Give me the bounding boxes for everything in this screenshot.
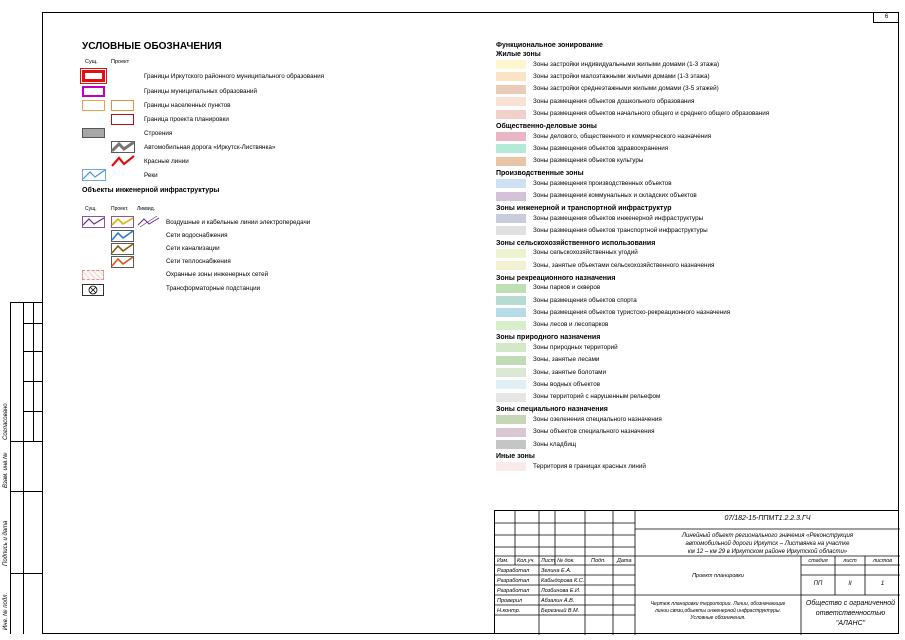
zone-swatch: [496, 249, 526, 258]
project-name-3: км 12 – км 29 в Иркутском районе Иркутской области»: [687, 549, 848, 555]
zone-group-title: Зоны рекреационного назначения: [496, 274, 616, 282]
zone-label: Зоны делового, общественного и коммерческого назначения: [533, 132, 712, 140]
heat-supply-symbol: [111, 256, 135, 268]
title-block: [494, 510, 899, 634]
stage-value: ПП: [813, 581, 823, 587]
zone-swatch: [496, 440, 526, 449]
zone-swatch: [496, 261, 526, 270]
zone-group-title: Общественно-деловые зоны: [496, 123, 597, 130]
planning-boundary-symbol: [111, 114, 134, 125]
zone-label: Зоны размещения объектов здравоохранения: [533, 144, 669, 152]
zone-label: Зоны объектов специального назначения: [533, 428, 655, 436]
zone-label: Зоны размещения объектов начального общего и среднего общего образования: [533, 110, 770, 118]
settlement-boundary-project-symbol: [111, 100, 134, 111]
zone-swatch: [496, 144, 526, 153]
engineering-item: Сети водоснабжения: [166, 232, 228, 239]
role: Разработал: [497, 578, 530, 584]
zone-swatch: [496, 72, 526, 81]
col-exist-label: Сущ.: [85, 59, 98, 65]
stage-header: стадия: [808, 558, 828, 564]
road-symbol: [111, 141, 135, 153]
zone-label: Зоны размещения объектов дошкольного образования: [533, 97, 695, 105]
protection-zone-symbol: [82, 270, 104, 280]
person-name: Абзалин А.В.: [541, 598, 575, 604]
zone-swatch: [496, 132, 526, 141]
header-ndoc: № док.: [557, 558, 575, 564]
transformer-symbol: [82, 284, 104, 296]
col-project2-label: Проект.: [111, 206, 129, 212]
zone-swatch: [496, 380, 526, 389]
zone-label: Зоны парков и скверов: [533, 284, 601, 292]
project-name-1: Линейный объект регионального значения «Реконструкция: [681, 533, 854, 539]
engineering-item: Воздушные и кабельные линии электропередачи: [166, 219, 311, 226]
zone-group-title: Иные зоны: [496, 453, 535, 461]
red-lines-symbol: [111, 155, 135, 167]
zone-swatch: [496, 415, 526, 424]
zone-label: Зоны размещения объектов транспортной инфраструктуры: [533, 226, 708, 234]
header-koluch: Кол.уч.: [517, 558, 535, 564]
zone-swatch: [496, 393, 526, 402]
sewerage-symbol: [111, 243, 135, 255]
sheet-number: 6: [873, 12, 899, 23]
zone-label: Зоны размещения объектов инженерной инфраструктуры: [533, 214, 704, 222]
org-name-2: ответственностью: [815, 610, 886, 617]
role: Н.контр.: [497, 608, 521, 614]
stamp-agreed: Согласовано: [3, 403, 9, 440]
header-list: Лист: [541, 558, 556, 564]
zone-label: Зоны застройки индивидуальными жилыми домами (1-3 этажа): [533, 60, 720, 68]
zoning-title: Функциональное зонирование: [496, 42, 603, 49]
stamp-replace-inv: Взам. инв.№: [3, 452, 9, 488]
role: Проверил: [497, 598, 523, 604]
zone-group-title: Зоны инженерной и транспортной инфраструктур: [496, 205, 672, 212]
zone-label: Зоны, занятые болотами: [533, 368, 606, 376]
zone-label: Зоны кладбищ: [533, 440, 577, 448]
zone-label: Зоны сельскохозяйственных угодий: [533, 249, 638, 257]
zone-swatch: [496, 296, 526, 305]
engineering-item: Сети теплоснабжения: [166, 258, 231, 265]
district-boundary-symbol: [82, 70, 105, 82]
zone-swatch: [496, 308, 526, 317]
zone-swatch: [496, 110, 526, 119]
role: Разработал: [497, 568, 530, 574]
zone-label: Зоны лесов и лесопарков: [533, 321, 609, 329]
zone-label: Зоны территорий с нарушенным рельефом: [533, 393, 661, 401]
stamp-orig-inv: Инв. № подл.: [3, 592, 9, 630]
col-exist2-label: Сущ.: [85, 206, 97, 212]
engineering-title: Объекты инженерной инфраструктуры: [82, 187, 220, 194]
doc-code: 07/182-15-ППМТ1.2.2.3.ГЧ: [724, 515, 811, 522]
document-kind: Проект планировки: [692, 573, 744, 579]
person-name: Зелина Е.А.: [541, 568, 572, 574]
org-name-3: "АЛАНС": [835, 620, 866, 627]
zone-swatch: [496, 343, 526, 352]
engineering-item: Сети канализации: [166, 245, 220, 252]
sheets-header: листов: [872, 558, 893, 564]
zone-swatch: [496, 321, 526, 330]
sheets-value: 1: [880, 581, 885, 587]
zone-swatch: [496, 462, 526, 471]
legend-item: Реки: [144, 172, 158, 179]
zone-label: Зоны озеленения специального назначения: [533, 415, 662, 423]
zone-group-title: Зоны природного назначения: [496, 334, 601, 342]
sheet-header: лист: [843, 558, 857, 564]
power-lines-symbols: [82, 216, 162, 228]
zone-swatch: [496, 226, 526, 235]
zone-swatch: [496, 192, 526, 201]
zone-group-title: Производственные зоны: [496, 170, 584, 178]
zone-label: Зоны природных территорий: [533, 343, 618, 351]
sheet-value: II: [848, 581, 852, 587]
zone-swatch: [496, 356, 526, 365]
engineering-item: Охранные зоны инженерных сетей: [166, 271, 269, 278]
water-supply-symbol: [111, 230, 135, 242]
sheet-title-3: Условные обозначения.: [690, 615, 746, 621]
zone-label: Зоны размещения объектов культуры: [533, 157, 644, 165]
legend-item: Границы населенных пунктов: [144, 102, 231, 109]
col-liquid-label: Ликвид.: [137, 206, 156, 212]
municipal-boundary-symbol: [82, 86, 105, 97]
zone-label: Зоны застройки малоэтажными жилыми домами (1-3 этажа): [533, 72, 710, 80]
engineering-item: Трансформаторные подстанции: [166, 285, 261, 292]
zone-label: Зоны размещения объектов спорта: [533, 296, 637, 304]
legend-item: Границы муниципальных образований: [144, 88, 258, 95]
river-symbol: [82, 169, 106, 181]
org-name-1: Общество с ограниченной: [805, 600, 896, 607]
person-name: Кабыдорова К.С.: [541, 578, 585, 584]
legend-item: Автомобильная дорога «Иркутск-Листвянка»: [144, 144, 276, 151]
zone-swatch: [496, 428, 526, 437]
zone-label: Зоны, занятые лесами: [533, 356, 600, 364]
header-izm: Изм.: [497, 558, 509, 564]
role: Разработал: [497, 588, 530, 594]
zone-swatch: [496, 368, 526, 377]
zone-label: Зоны размещения производственных объектов: [533, 179, 672, 187]
legend-item: Граница проекта планировки: [144, 116, 229, 123]
zone-label: Зоны размещения объектов туристско-рекреационного назначения: [533, 308, 731, 316]
zone-swatch: [496, 157, 526, 166]
zone-swatch: [496, 97, 526, 106]
sheet-title-2: линии связи,объекты инженерной инфраструктуры.: [654, 608, 781, 614]
zone-label: Зоны, занятые объектами сельскохозяйственного назначения: [533, 261, 715, 269]
stamp-signature-date: Подпись и дата: [3, 520, 9, 566]
side-stamp: [10, 302, 42, 634]
legend-item: Красные линии: [144, 158, 189, 165]
buildings-symbol: [82, 128, 105, 138]
zone-swatch: [496, 214, 526, 223]
zone-swatch: [496, 179, 526, 188]
legend-item: Границы Иркутского районного муниципального образования: [144, 73, 324, 80]
zone-label: Зоны размещения коммунальных и складских объектов: [533, 192, 697, 200]
person-name: Лозбинова Е.И.: [541, 588, 581, 594]
zone-label: Зоны водных объектов: [533, 380, 601, 388]
zone-group-title: Зоны сельскохозяйственного использования: [496, 239, 656, 247]
person-name: Березный В.М.: [541, 608, 580, 614]
zone-label: Зоны застройки среднеэтажными жилыми домами (3-5 этажей): [533, 85, 719, 93]
legend-item: Строения: [144, 130, 173, 137]
header-data: Дата: [617, 558, 632, 564]
zone-group-title: Зоны специального назначения: [496, 406, 608, 414]
legend-title: УСЛОВНЫЕ ОБОЗНАЧЕНИЯ: [82, 41, 222, 52]
header-podp: Подп.: [591, 558, 606, 564]
zone-swatch: [496, 284, 526, 293]
sheet-title-1: Чертеж планировки территории. Линии, обозначающие: [650, 601, 786, 607]
zone-swatch: [496, 60, 526, 69]
col-project-label: Проект: [111, 59, 130, 65]
zone-swatch: [496, 85, 526, 94]
zone-group-title: Жилые зоны: [496, 51, 541, 58]
zone-label: Территория в границах красных линий: [533, 462, 646, 470]
project-name-2: автомобильной дороги Иркутск – Листвянка на участке: [685, 541, 850, 547]
settlement-boundary-existing-symbol: [82, 100, 105, 111]
